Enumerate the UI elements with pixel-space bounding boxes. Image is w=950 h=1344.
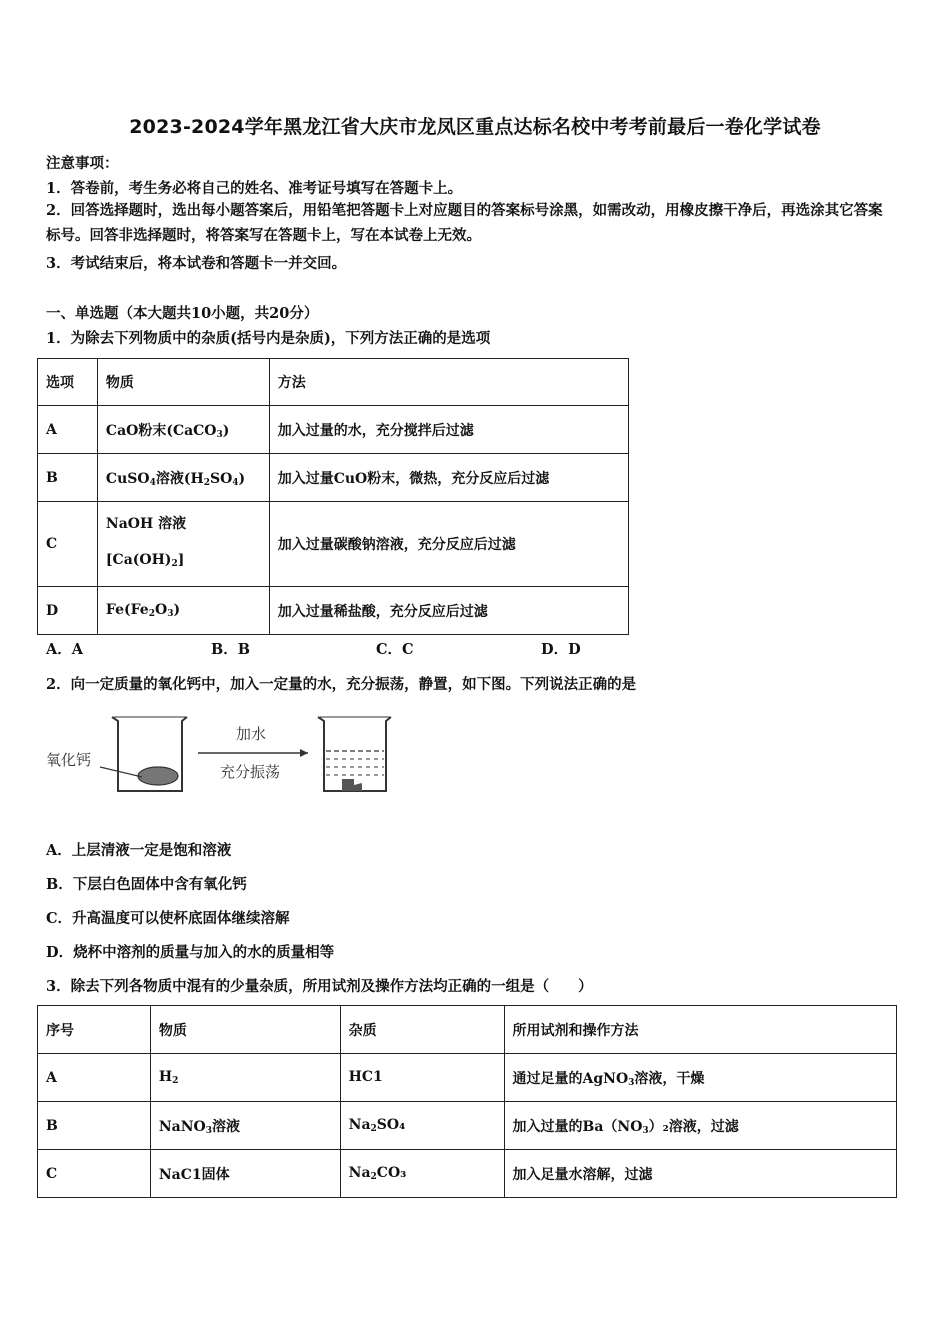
arrow-top-label: 加水 (236, 725, 267, 743)
option-cell: C (38, 502, 98, 587)
header-cell: 物质 (150, 1006, 340, 1054)
q2-option-d[interactable]: D．烧杯中溶剂的质量与加入的水的质量相等 (46, 944, 335, 961)
substance-cell: $H_2$ (150, 1054, 340, 1102)
fig-label: 氧化钙 (46, 751, 92, 769)
q3-stem: 3．除去下列各物质中混有的少量杂质，所用试剂及操作方法均正确的一组是（ ） (46, 978, 593, 995)
substance-cell: NaC1固体 (150, 1150, 340, 1198)
substance-cell: $Fe(Fe_2O_3)$ (97, 587, 269, 635)
sediment (342, 779, 362, 791)
header-cell: 序号 (38, 1006, 151, 1054)
option-cell: A (38, 406, 98, 454)
table-header-row (38, 1006, 897, 1054)
notice-item-3: 3．考试结束后，将本试卷和答题卡一并交回。 (46, 255, 347, 272)
impurity-cell: $Na_2CO_3$ (340, 1150, 504, 1198)
notice-item-1: 1．答卷前，考生务必将自己的姓名、准考证号填写在答题卡上。 (46, 180, 463, 197)
header-cell: 方法 (269, 359, 628, 406)
choice-d[interactable]: D．D (541, 641, 581, 658)
q1-stem: 1．为除去下列物质中的杂质(括号内是杂质)，下列方法正确的是选项 (46, 330, 491, 347)
q2-option-b[interactable]: B．下层白色固体中含有氧化钙 (46, 876, 247, 893)
choice-c[interactable]: C．C (376, 641, 414, 658)
id-cell: C (38, 1150, 151, 1198)
impurity-cell: HC1 (340, 1054, 504, 1102)
method-cell: 加入过量的$Ba(NO_3)_2$溶液，过滤 (504, 1102, 897, 1150)
beaker-right-icon (318, 717, 391, 791)
substance-cell: NaOH 溶液 $[Ca(OH)_2]$ (97, 502, 269, 587)
id-cell: A (38, 1054, 151, 1102)
q2-option-c[interactable]: C．升高温度可以使杯底固体继续溶解 (46, 910, 290, 927)
table-row (38, 1054, 897, 1102)
method-cell: 加入过量的水，充分搅拌后过滤 (269, 406, 628, 454)
calcium-oxide-lump (138, 767, 178, 785)
q2-stem: 2．向一定质量的氧化钙中，加入一定量的水，充分振荡，静置，如下图。下列说法正确的是 (46, 676, 637, 693)
method-cell: 加入过量碳酸钠溶液，充分反应后过滤 (269, 502, 628, 587)
option-cell: D (38, 587, 98, 635)
notice-heading: 注意事项： (46, 155, 119, 172)
beaker-diagram (40, 705, 410, 805)
table-row (38, 406, 629, 454)
option-cell: B (38, 454, 98, 502)
q2-option-a[interactable]: A．上层清液一定是饱和溶液 (46, 842, 232, 859)
id-cell: B (38, 1102, 151, 1150)
table-row (38, 502, 629, 587)
section-heading: 一、单选题（本大题共10小题，共20分） (46, 305, 319, 322)
arrow-icon (300, 749, 308, 757)
page-title: 2023-2024学年黑龙江省大庆市龙凤区重点达标名校中考考前最后一卷化学试卷 (129, 116, 821, 138)
method-cell: 加入过量稀盐酸，充分反应后过滤 (269, 587, 628, 635)
header-cell: 物质 (97, 359, 269, 406)
method-cell: 通过足量的AgNO$_3$溶液，干燥 (504, 1054, 897, 1102)
table-row (38, 1150, 897, 1198)
choice-b[interactable]: B．B (211, 641, 251, 658)
impurity-cell: $Na_2SO_4$ (340, 1102, 504, 1150)
table-header-row (38, 359, 629, 406)
q3-table (37, 1005, 897, 1198)
arrow-bottom-label: 充分振荡 (220, 763, 281, 781)
table-row (38, 454, 629, 502)
q1-table (37, 358, 629, 635)
substance-cell: NaNO$_3$溶液 (150, 1102, 340, 1150)
method-cell: 加入过量CuO粉末，微热，充分反应后过滤 (269, 454, 628, 502)
table-row (38, 587, 629, 635)
substance-cell: CuSO$_4$溶液$(H_2SO_4)$ (97, 454, 269, 502)
header-cell: 选项 (38, 359, 98, 406)
method-cell: 加入足量水溶解，过滤 (504, 1150, 897, 1198)
table-row (38, 1102, 897, 1150)
header-cell: 杂质 (340, 1006, 504, 1054)
choice-a[interactable]: A．A (46, 641, 84, 658)
notice-item-2: 2．回答选择题时，选出每小题答案后，用铅笔把答题卡上对应题目的答案标号涂黑，如需改动，用橡皮擦干净后，再选涂其它答案标号。回答非选择题时，将答案写在答题卡上，写在本试卷上无效。 (46, 202, 883, 244)
header-cell: 所用试剂和操作方法 (504, 1006, 897, 1054)
substance-cell: CaO粉末(CaCO$_3$) (97, 406, 269, 454)
